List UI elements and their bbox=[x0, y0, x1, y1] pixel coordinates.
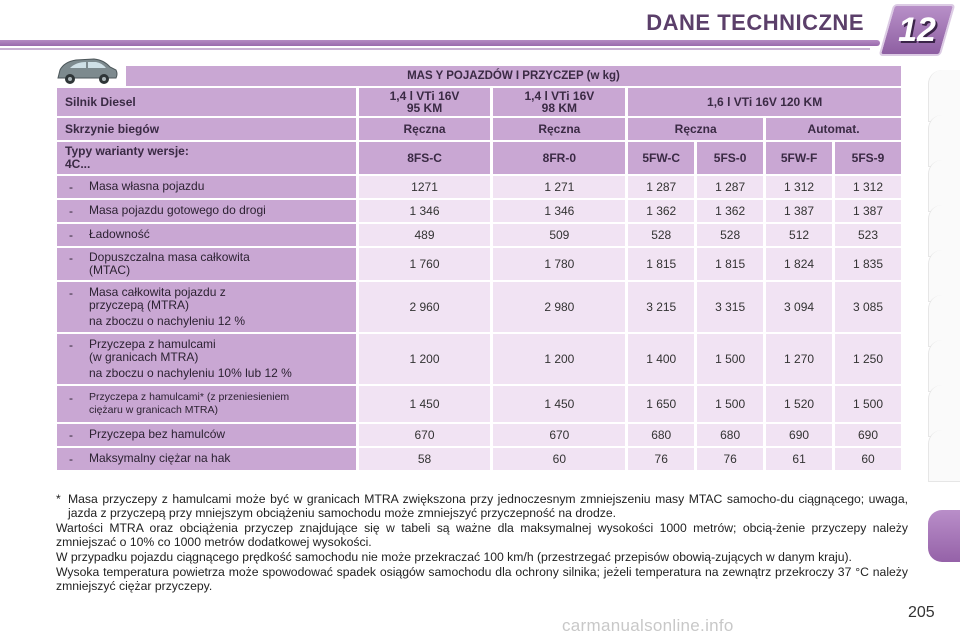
table-cell: 1 387 bbox=[766, 200, 832, 222]
row-sublabel: na zboczu o nachyleniu 12 % bbox=[89, 314, 246, 328]
row-dash: - bbox=[69, 428, 73, 442]
row-dash: - bbox=[69, 251, 73, 265]
row-dash: - bbox=[69, 338, 73, 352]
table-cell: 690 bbox=[835, 424, 901, 446]
table-title: MAS Y POJAZDÓW I PRZYCZEP (w kg) bbox=[126, 66, 901, 86]
table-cell: 1 500 bbox=[697, 386, 763, 422]
table-cell: 1 200 bbox=[493, 334, 625, 384]
table-cell: 1 387 bbox=[835, 200, 901, 222]
row-label: Masa całkowita pojazdu z przyczepą (MTRA) bbox=[89, 285, 226, 312]
row-dash: - bbox=[69, 391, 73, 405]
table-cell: 76 bbox=[628, 448, 694, 470]
type-value: 8FR-0 bbox=[493, 142, 625, 174]
table-cell: 1 835 bbox=[835, 248, 901, 280]
table-cell: 1 346 bbox=[493, 200, 625, 222]
row-label-cell bbox=[57, 200, 356, 222]
row-dash: - bbox=[69, 286, 73, 300]
row-label-cell bbox=[57, 176, 356, 198]
engine-label: Silnik Diesel bbox=[57, 88, 356, 116]
table-cell: 528 bbox=[628, 224, 694, 246]
row-label: Maksymalny ciężar na hak bbox=[89, 451, 231, 465]
table-cell: 1 450 bbox=[493, 386, 625, 422]
table-cell: 1 287 bbox=[628, 176, 694, 198]
side-tab[interactable] bbox=[928, 430, 960, 482]
table-row bbox=[57, 386, 901, 422]
table-row bbox=[57, 248, 901, 280]
side-tab-active[interactable] bbox=[928, 510, 960, 562]
type-value: 5FS-0 bbox=[697, 142, 763, 174]
row-label: Masa własna pojazdu bbox=[89, 179, 205, 193]
table-cell: 3 215 bbox=[628, 282, 694, 332]
types-label: Typy warianty wersje: 4C... bbox=[57, 142, 356, 174]
gearbox-value: Ręczna bbox=[493, 118, 625, 140]
row-label-cell bbox=[57, 224, 356, 246]
table-cell: 1 250 bbox=[835, 334, 901, 384]
row-label-cell bbox=[57, 334, 356, 384]
engine-value: 1,4 l VTi 16V 95 KM bbox=[359, 88, 491, 116]
table-cell: 528 bbox=[697, 224, 763, 246]
gearbox-value: Ręczna bbox=[359, 118, 491, 140]
table-cell: 2 980 bbox=[493, 282, 625, 332]
row-label: Przyczepa bez hamulców bbox=[89, 427, 226, 441]
gearbox-row bbox=[57, 118, 901, 140]
table-cell: 670 bbox=[493, 424, 625, 446]
table-cell: 1 362 bbox=[697, 200, 763, 222]
engine-value: 1,4 l VTi 16V 98 KM bbox=[493, 88, 625, 116]
footnote-star: * bbox=[56, 492, 61, 506]
gearbox-value: Ręczna bbox=[628, 118, 763, 140]
mass-rows bbox=[57, 176, 901, 470]
table-cell: 60 bbox=[493, 448, 625, 470]
table-cell: 1 287 bbox=[697, 176, 763, 198]
table-cell: 3 094 bbox=[766, 282, 832, 332]
engine-value: 1,6 l VTi 16V 120 KM bbox=[628, 88, 901, 116]
page-title: DANE TECHNICZNE bbox=[646, 10, 864, 35]
table-cell: 1271 bbox=[359, 176, 491, 198]
table-cell: 1 500 bbox=[835, 386, 901, 422]
table-cell: 1 200 bbox=[359, 334, 491, 384]
row-dash: - bbox=[69, 204, 73, 218]
table-cell: 1 362 bbox=[628, 200, 694, 222]
row-label-cell bbox=[57, 248, 356, 280]
engine-row bbox=[57, 88, 901, 116]
table-cell: 1 815 bbox=[697, 248, 763, 280]
page-header bbox=[0, 0, 960, 56]
table-cell: 3 085 bbox=[835, 282, 901, 332]
table-cell: 1 346 bbox=[359, 200, 491, 222]
watermark: carmanualsonline.info bbox=[562, 616, 734, 635]
table-cell: 58 bbox=[359, 448, 491, 470]
table-cell: 1 815 bbox=[628, 248, 694, 280]
table-cell: 512 bbox=[766, 224, 832, 246]
mass-table bbox=[54, 64, 904, 472]
row-label: Masa pojazdu gotowego do drogi bbox=[89, 203, 266, 217]
table-row bbox=[57, 224, 901, 246]
table-cell: 523 bbox=[835, 224, 901, 246]
row-label: Dopuszczalna masa całkowita (MTAC) bbox=[89, 250, 250, 277]
table-cell: 1 450 bbox=[359, 386, 491, 422]
table-cell: 680 bbox=[628, 424, 694, 446]
row-label-cell bbox=[57, 448, 356, 470]
row-dash: - bbox=[69, 452, 73, 466]
note-paragraph: W przypadku pojazdu ciągnącego prędkość samochodu nie może przekraczać 100 km/h (przestrzegać przepisów obowią-zujących w danym kraju). bbox=[56, 550, 852, 564]
table-cell: 60 bbox=[835, 448, 901, 470]
row-dash: - bbox=[69, 180, 73, 194]
row-label-cell bbox=[57, 424, 356, 446]
row-label: Przyczepa z hamulcami* (z przeniesieniem ciężaru w granicach MTRA) bbox=[89, 391, 290, 416]
table-cell: 690 bbox=[766, 424, 832, 446]
table-cell: 1 270 bbox=[766, 334, 832, 384]
table-cell: 680 bbox=[697, 424, 763, 446]
type-value: 5FW-C bbox=[628, 142, 694, 174]
table-cell: 1 760 bbox=[359, 248, 491, 280]
table-cell: 2 960 bbox=[359, 282, 491, 332]
table-row bbox=[57, 424, 901, 446]
table-cell: 1 312 bbox=[766, 176, 832, 198]
note-paragraph: Wysoka temperatura powietrza może spowodować spadek osiągów samochodu dla ochrony silnika; jeżeli temperatura na zewnątrz przekroczy 37 °C należy zmniejszyć ciężar przyczepy. bbox=[56, 565, 908, 593]
table-cell: 3 315 bbox=[697, 282, 763, 332]
table-cell: 1 271 bbox=[493, 176, 625, 198]
page-number: 205 bbox=[908, 604, 935, 621]
row-sublabel: na zboczu o nachyleniu 10% lub 12 % bbox=[89, 366, 292, 380]
table-cell: 1 650 bbox=[628, 386, 694, 422]
footnote-text: Masa przyczepy z hamulcami może być w granicach MTRA zwiększona przy jednoczesnym zmniejszeniu masy MTAC samocho-du ciągnącego; uwaga, jazda z przyczepą przy mniejszym obciążeniu samochodu może zmniejszyć przyczepność na drodze. bbox=[68, 492, 908, 520]
table-row bbox=[57, 448, 901, 470]
table-row bbox=[57, 334, 901, 384]
header-rule bbox=[0, 40, 880, 46]
table-cell: 1 824 bbox=[766, 248, 832, 280]
gearbox-label: Skrzynie biegów bbox=[57, 118, 356, 140]
table-cell: 1 400 bbox=[628, 334, 694, 384]
table-cell: 76 bbox=[697, 448, 763, 470]
row-label-cell bbox=[57, 386, 356, 422]
table-cell: 670 bbox=[359, 424, 491, 446]
header-rule-thin bbox=[0, 48, 870, 50]
footnote bbox=[56, 492, 908, 520]
table-row bbox=[57, 200, 901, 222]
table-cell: 1 520 bbox=[766, 386, 832, 422]
type-value: 8FS-C bbox=[359, 142, 491, 174]
table-cell: 1 780 bbox=[493, 248, 625, 280]
row-label: Ładowność bbox=[89, 227, 150, 241]
note-paragraph: Wartości MTRA oraz obciążenia przyczep znajdujące się w tabeli są ważne dla maksymalnej wysokości 1000 metrów; obcią-żenie przyczepy należy zmniejszać o 10% co 1000 metrów dodatkowej wysokości. bbox=[56, 521, 908, 549]
chapter-number: 12 bbox=[898, 10, 936, 49]
table-cell: 1 312 bbox=[835, 176, 901, 198]
table-title-row bbox=[57, 66, 901, 86]
table-cell: 489 bbox=[359, 224, 491, 246]
chapter-side-tabs bbox=[928, 70, 960, 580]
type-value: 5FW-F bbox=[766, 142, 832, 174]
type-value: 5FS-9 bbox=[835, 142, 901, 174]
table-cell: 1 500 bbox=[697, 334, 763, 384]
table-cell: 61 bbox=[766, 448, 832, 470]
row-label: Przyczepa z hamulcami (w granicach MTRA) bbox=[89, 337, 216, 364]
row-label-cell bbox=[57, 282, 356, 332]
types-row bbox=[57, 142, 901, 174]
notes bbox=[56, 492, 908, 594]
gearbox-value: Automat. bbox=[766, 118, 901, 140]
table-row bbox=[57, 176, 901, 198]
table-row bbox=[57, 282, 901, 332]
table-cell: 509 bbox=[493, 224, 625, 246]
row-dash: - bbox=[69, 228, 73, 242]
